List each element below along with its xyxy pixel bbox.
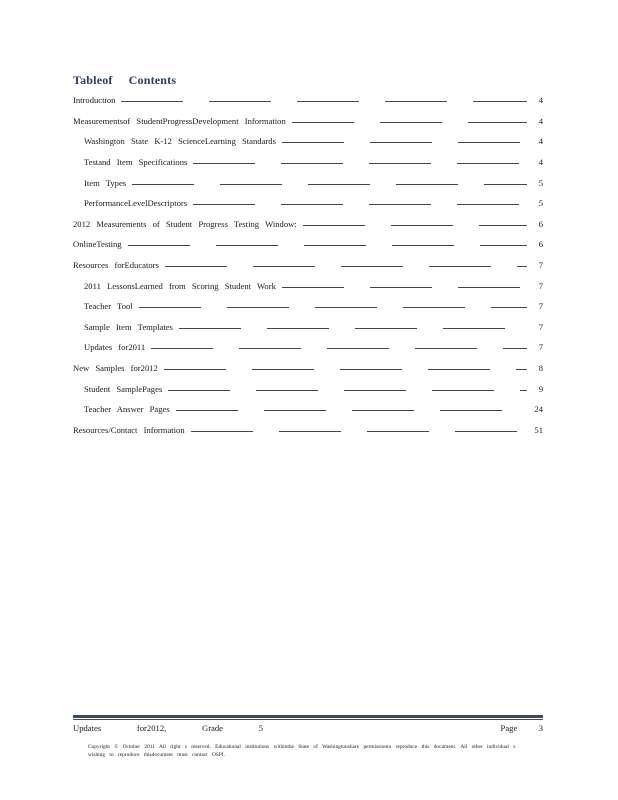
toc-entry-title: PerformanceLevelDescriptors [84, 198, 188, 209]
toc-entry-page-number: 4 [538, 136, 543, 147]
toc-entry[interactable] [73, 296, 543, 317]
toc-entry-title: Resources/Contact Information [73, 424, 185, 435]
toc-entry[interactable] [73, 214, 543, 235]
toc-leader-line [165, 266, 527, 267]
toc-entry[interactable] [73, 131, 543, 152]
toc-entry-page-number: 5 [538, 198, 543, 209]
toc-entry[interactable] [73, 275, 543, 296]
toc-entry-title: Washington State K-12 ScienceLearning Standards [84, 136, 276, 147]
footer-rule-thin [73, 719, 543, 720]
toc-leader-line [193, 204, 527, 205]
toc-entry-page-number: 4 [538, 157, 543, 168]
copyright-notice: Copyright © October 2011 All right s reserved. Educational institutions withinthe State of Washingtonshare permissionto reproduce this document. All other individual s wishing to reproduce thisdocument must contact OSPI. [88, 744, 516, 758]
toc-entry[interactable] [73, 399, 543, 420]
toc-entry-page-number: 6 [538, 218, 543, 229]
footer-rule [73, 715, 543, 718]
toc-entry-title: 2012 Measurements of Student Progress Testing Window: [73, 218, 297, 229]
toc-list [73, 90, 543, 440]
toc-leader-line [191, 431, 527, 432]
toc-entry-page-number: 7 [538, 260, 543, 271]
toc-entry[interactable] [73, 317, 543, 338]
toc-entry[interactable] [73, 152, 543, 173]
toc-entry[interactable] [73, 378, 543, 399]
toc-entry-page-number: 7 [538, 321, 543, 332]
toc-entry-title: Measurementsof StudentProgressDevelopment Information [73, 115, 286, 126]
toc-entry-page-number: 8 [538, 363, 543, 374]
page-number: Page 3 [500, 723, 543, 733]
toc-entry-title: Item Types [84, 177, 127, 188]
toc-entry[interactable] [73, 90, 543, 111]
toc-entry-title: Sample Item Templates [84, 321, 173, 332]
toc-leader-line [193, 163, 527, 164]
toc-entry-page-number: 24 [534, 404, 543, 415]
toc-entry[interactable] [73, 193, 543, 214]
toc-entry-title: 2011 LessonsLearned from Scoring Student Work [84, 280, 276, 291]
toc-entry-title: New Samples for2012 [73, 363, 158, 374]
toc-leader-line [151, 348, 527, 349]
toc-entry[interactable] [73, 255, 543, 276]
toc-entry-page-number: 9 [538, 383, 543, 394]
toc-leader-line [176, 410, 527, 411]
toc-entry[interactable] [73, 111, 543, 132]
toc-entry-title: Student SamplePages [84, 383, 163, 394]
toc-leader-line [128, 245, 527, 246]
toc-entry-page-number: 4 [538, 95, 543, 106]
toc-leader-line [139, 307, 527, 308]
toc-heading: Tableof Contents [73, 73, 177, 87]
toc-entry-page-number: 6 [538, 239, 543, 250]
toc-entry[interactable] [73, 358, 543, 379]
toc-entry-title: Resources forEducators [73, 260, 159, 271]
toc-leader-line [132, 184, 527, 185]
toc-entry-title: Teacher Tool [84, 301, 133, 312]
toc-entry-title: OnlineTesting [73, 239, 122, 250]
toc-entry-title: Updates for2011 [84, 342, 146, 353]
toc-entry-title: Teacher Answer Pages [84, 404, 170, 415]
toc-entry-page-number: 5 [538, 177, 543, 188]
toc-entry[interactable] [73, 234, 543, 255]
toc-leader-line [282, 142, 527, 143]
toc-leader-line [303, 225, 527, 226]
toc-leader-line [168, 390, 527, 391]
toc-entry-page-number: 7 [538, 301, 543, 312]
toc-entry[interactable] [73, 420, 543, 441]
toc-leader-line [121, 101, 527, 102]
toc-entry-title: Testand Item Specifications [84, 157, 188, 168]
toc-entry-page-number: 4 [538, 115, 543, 126]
toc-entry-page-number: 7 [538, 280, 543, 291]
toc-entry[interactable] [73, 172, 543, 193]
toc-entry-page-number: 7 [538, 342, 543, 353]
toc-leader-line [179, 328, 527, 329]
toc-leader-line [164, 369, 527, 370]
toc-entry-page-number: 51 [534, 424, 543, 435]
toc-entry-title: Introduction [73, 95, 116, 106]
toc-entry[interactable] [73, 337, 543, 358]
toc-leader-line [282, 287, 527, 288]
toc-leader-line [292, 122, 527, 123]
footer-title: Updates for2012, Grade 5 [73, 723, 264, 733]
